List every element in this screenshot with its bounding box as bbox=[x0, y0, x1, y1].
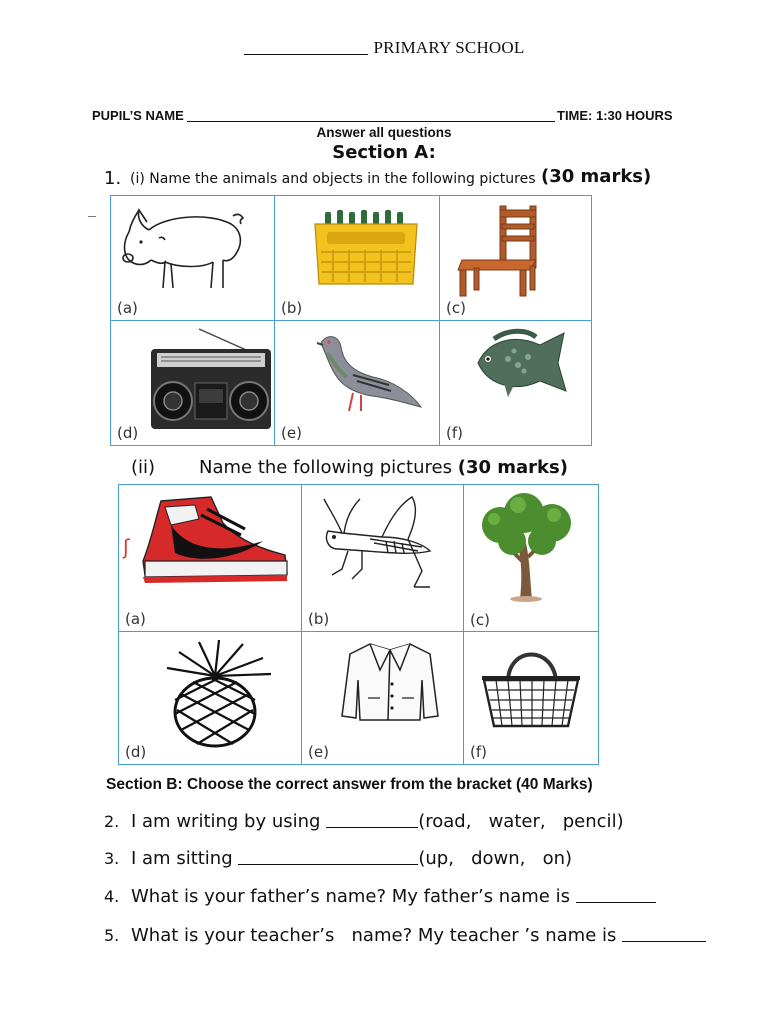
pupil-name-label: PUPIL’S NAME bbox=[92, 108, 184, 123]
pineapple-icon bbox=[159, 640, 273, 748]
grid2-label-e: (e) bbox=[308, 743, 329, 761]
grid1-cell-b bbox=[275, 196, 440, 321]
pupil-name-blank[interactable] bbox=[187, 121, 555, 122]
question-3 bbox=[104, 848, 572, 869]
time-label: TIME: 1:30 HOURS bbox=[557, 108, 673, 123]
grasshopper-icon bbox=[322, 495, 434, 591]
grid1-cell-f bbox=[440, 321, 591, 446]
question-1-ii-line bbox=[199, 457, 568, 478]
stray-mark bbox=[88, 216, 96, 217]
question-2-answer-blank[interactable] bbox=[326, 827, 418, 828]
grid1-cell-e bbox=[275, 321, 440, 446]
grid1-label-d: (d) bbox=[117, 424, 139, 442]
fish-icon bbox=[474, 327, 568, 399]
grid2-label-a: (a) bbox=[125, 610, 146, 628]
question-5-text: What is your teacher’s name? My teacher ’s name is bbox=[131, 925, 623, 946]
grid1-cell-c bbox=[440, 196, 591, 321]
tree-icon bbox=[474, 491, 578, 603]
grid2-cell-e bbox=[302, 632, 464, 764]
grid1-label-c: (c) bbox=[446, 298, 466, 317]
school-name-blank[interactable] bbox=[244, 54, 368, 55]
question-5-answer-blank[interactable] bbox=[622, 941, 706, 942]
question-5-number: 5. bbox=[104, 926, 120, 945]
grid2-cell-a bbox=[119, 485, 302, 632]
question-4-text: What is your father’s name? My father’s name is bbox=[131, 886, 576, 907]
section-a-title: Section A: bbox=[332, 142, 436, 163]
grid2-cell-b bbox=[302, 485, 464, 632]
pigeon-icon bbox=[313, 331, 423, 417]
question-3-answer-blank[interactable] bbox=[238, 864, 418, 865]
grid2-label-f: (f) bbox=[470, 743, 487, 761]
question-2-options: (road, water, pencil) bbox=[418, 811, 624, 832]
grid2-cell-f bbox=[464, 632, 598, 764]
question-5 bbox=[104, 925, 706, 946]
grid2-label-b: (b) bbox=[308, 610, 330, 628]
question-4 bbox=[104, 886, 656, 907]
grid1-label-b: (b) bbox=[281, 298, 303, 317]
question-1-ii-marks: (30 marks) bbox=[457, 457, 568, 478]
question-4-number: 4. bbox=[104, 887, 120, 906]
question-2-text: I am writing by using bbox=[131, 811, 327, 832]
jacket-icon bbox=[340, 640, 440, 722]
question-1-ii-number: (ii) bbox=[131, 457, 156, 478]
grid1-cell-d bbox=[111, 321, 275, 446]
stray-mark-red: ʃ bbox=[123, 535, 130, 559]
grid1-label-f: (f) bbox=[446, 424, 463, 442]
question-1-text: (i) Name the animals and objects in the following pictures bbox=[130, 171, 536, 187]
question-1-ii-text: Name the following pictures bbox=[199, 457, 452, 478]
grid2-label-c: (c) bbox=[470, 611, 490, 629]
question-2 bbox=[104, 811, 624, 832]
basket-icon bbox=[480, 640, 582, 730]
question-1-number: 1. bbox=[104, 168, 122, 189]
grid1-cell-a bbox=[111, 196, 275, 321]
sneaker-icon bbox=[141, 495, 291, 587]
pig-icon bbox=[119, 202, 245, 294]
question-3-number: 3. bbox=[104, 849, 120, 868]
question-3-text: I am sitting bbox=[131, 848, 239, 869]
grid2-label-d: (d) bbox=[125, 743, 147, 761]
radio-icon bbox=[149, 327, 273, 431]
question-1-marks: (30 marks) bbox=[541, 166, 652, 187]
section-b-title: Section B: Choose the correct answer from the bracket (40 Marks) bbox=[106, 776, 593, 793]
instruction: Answer all questions bbox=[316, 125, 452, 140]
grid1-label-e: (e) bbox=[281, 424, 302, 442]
grid1-label-a: (a) bbox=[117, 298, 138, 317]
picture-grid-1 bbox=[110, 195, 592, 446]
question-4-answer-blank[interactable] bbox=[576, 902, 656, 903]
bottle-crate-icon bbox=[313, 206, 419, 286]
grid2-cell-d bbox=[119, 632, 302, 764]
school-label: PRIMARY SCHOOL bbox=[373, 38, 525, 57]
chair-icon bbox=[456, 204, 540, 298]
school-title bbox=[0, 38, 768, 58]
question-3-options: (up, down, on) bbox=[418, 848, 573, 869]
question-2-number: 2. bbox=[104, 812, 120, 831]
grid2-cell-c bbox=[464, 485, 598, 632]
picture-grid-2 bbox=[118, 484, 599, 765]
